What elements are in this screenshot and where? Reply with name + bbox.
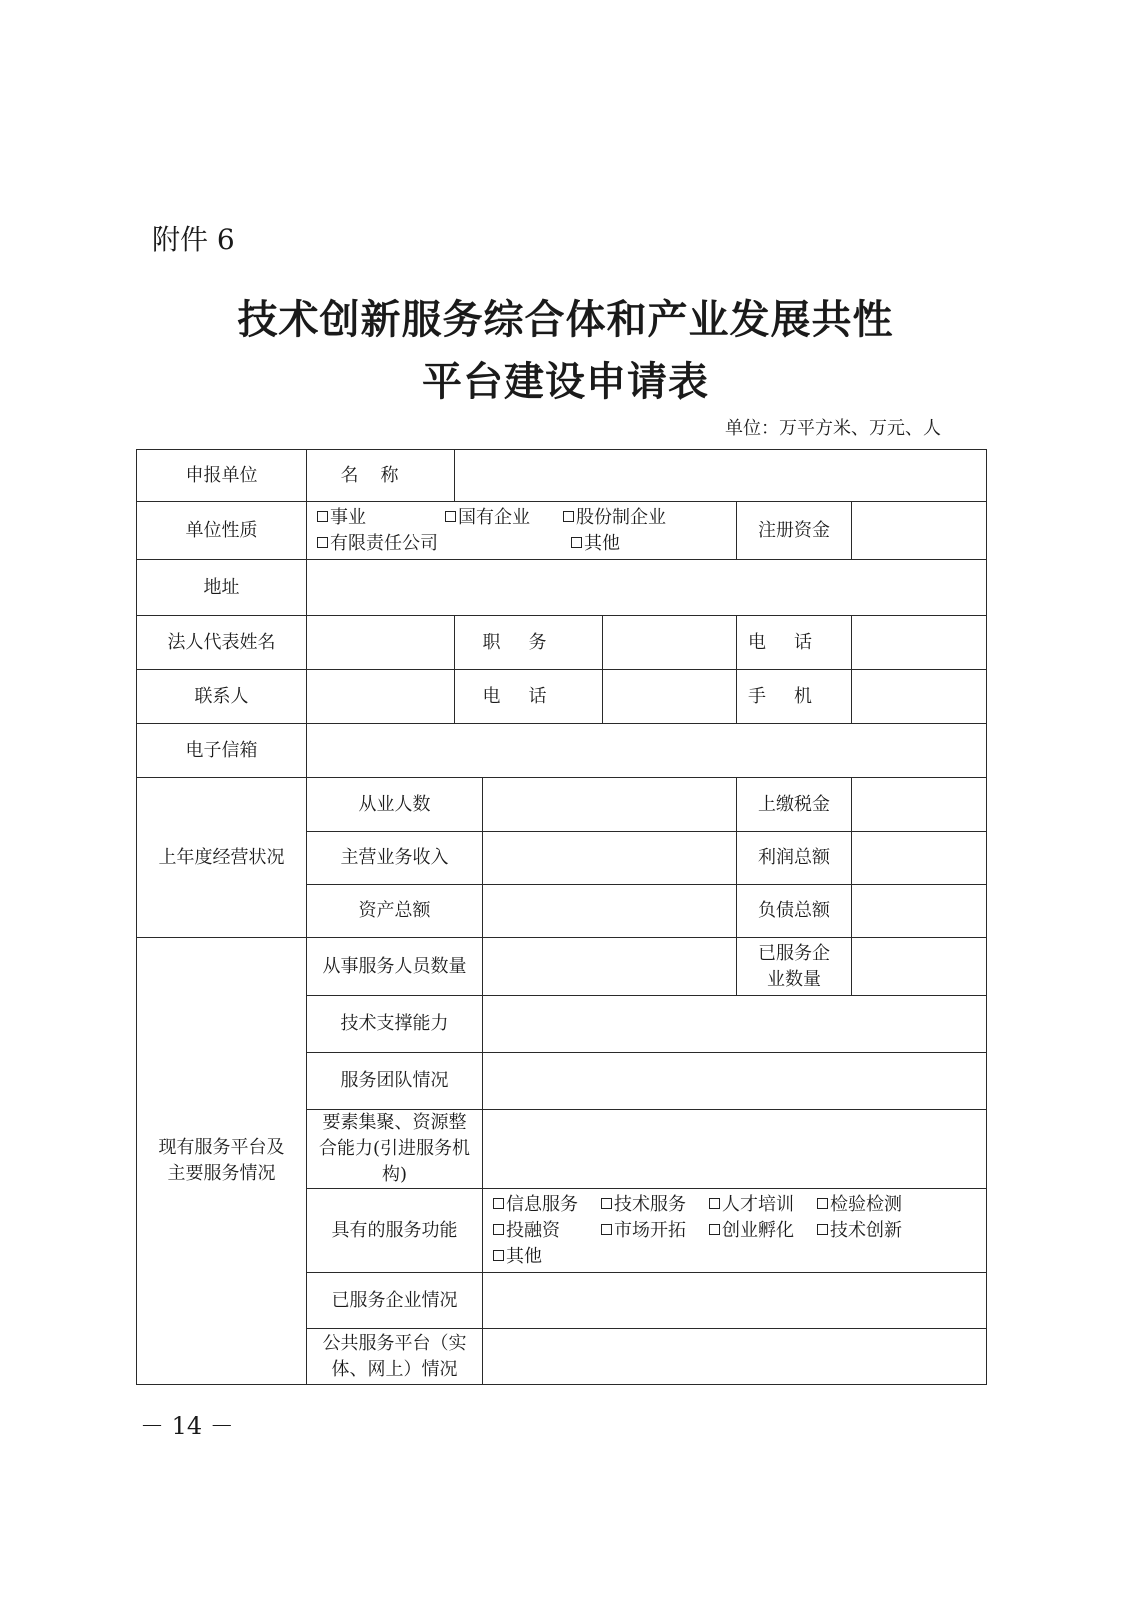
registered-capital-label: 注册资金 <box>737 502 852 560</box>
nature-option[interactable]: 其他 <box>571 531 620 557</box>
unit-note: 单位：万平方米、万元、人 <box>725 418 941 439</box>
checkbox-icon <box>317 511 328 522</box>
table-row <box>137 616 987 670</box>
table-row <box>137 502 987 560</box>
checkbox-icon <box>709 1224 720 1235</box>
resource-integration-field[interactable] <box>483 1110 987 1189</box>
served-enterprises-field[interactable] <box>483 1273 987 1329</box>
email-label: 电子信箱 <box>137 724 307 778</box>
liabilities-field[interactable] <box>852 885 987 938</box>
last-year-status-label: 上年度经营状况 <box>137 778 307 938</box>
checkbox-icon <box>601 1198 612 1209</box>
nature-option[interactable]: 有限责任公司 <box>317 531 571 557</box>
email-field[interactable] <box>307 724 987 778</box>
tax-field[interactable] <box>852 778 987 832</box>
nature-option[interactable]: 事业 <box>317 505 445 531</box>
served-count-label: 已服务企业数量 <box>737 938 852 996</box>
function-option[interactable]: 技术创新 <box>817 1218 902 1244</box>
nature-label: 单位性质 <box>137 502 307 560</box>
tax-label: 上缴税金 <box>737 778 852 832</box>
application-form-table <box>136 449 987 1385</box>
table-row <box>137 670 987 724</box>
checkbox-icon <box>571 537 582 548</box>
contact-field[interactable] <box>307 670 455 724</box>
revenue-label: 主营业务收入 <box>307 832 483 885</box>
checkbox-icon <box>493 1198 504 1209</box>
attachment-label: 附件 6 <box>152 223 235 256</box>
checkbox-icon <box>563 511 574 522</box>
employees-field[interactable] <box>483 778 737 832</box>
service-functions-label: 具有的服务功能 <box>307 1189 483 1273</box>
nature-options <box>307 502 737 560</box>
table-row <box>137 450 987 502</box>
table-row <box>137 724 987 778</box>
assets-field[interactable] <box>483 885 737 938</box>
checkbox-icon <box>817 1198 828 1209</box>
function-option[interactable]: 人才培训 <box>709 1192 817 1218</box>
resource-integration-label: 要素集聚、资源整合能力(引进服务机构) <box>307 1110 483 1189</box>
address-label: 地址 <box>137 560 307 616</box>
platform-section-label: 现有服务平台及主要服务情况 <box>137 938 307 1385</box>
service-staff-label: 从事服务人员数量 <box>307 938 483 996</box>
public-platform-field[interactable] <box>483 1329 987 1385</box>
table-row <box>137 560 987 616</box>
function-option[interactable]: 创业孵化 <box>709 1218 817 1244</box>
page-number: － 14 － <box>140 1412 234 1440</box>
tech-support-label: 技术支撑能力 <box>307 996 483 1053</box>
checkbox-icon <box>817 1224 828 1235</box>
form-title-line2: 平台建设申请表 <box>422 359 709 405</box>
name-field[interactable] <box>455 450 987 502</box>
mobile-label: 手机 <box>737 670 852 724</box>
function-option[interactable]: 市场开拓 <box>601 1218 709 1244</box>
checkbox-icon <box>445 511 456 522</box>
nature-option[interactable]: 国有企业 <box>445 505 563 531</box>
checkbox-icon <box>493 1224 504 1235</box>
served-count-field[interactable] <box>852 938 987 996</box>
assets-label: 资产总额 <box>307 885 483 938</box>
checkbox-icon <box>601 1224 612 1235</box>
name-label: 名称 <box>307 450 455 502</box>
checkbox-icon <box>493 1250 504 1261</box>
applicant-label: 申报单位 <box>137 450 307 502</box>
contact-phone-field[interactable] <box>603 670 737 724</box>
revenue-field[interactable] <box>483 832 737 885</box>
address-field[interactable] <box>307 560 987 616</box>
service-team-field[interactable] <box>483 1053 987 1110</box>
function-option[interactable]: 检验检测 <box>817 1192 902 1218</box>
contact-phone-label: 电话 <box>455 670 603 724</box>
public-platform-label: 公共服务平台（实体、网上）情况 <box>307 1329 483 1385</box>
checkbox-icon <box>709 1198 720 1209</box>
checkbox-icon <box>317 537 328 548</box>
nature-option[interactable]: 股份制企业 <box>563 505 666 531</box>
employees-label: 从业人数 <box>307 778 483 832</box>
legal-rep-label: 法人代表姓名 <box>137 616 307 670</box>
tech-support-field[interactable] <box>483 996 987 1053</box>
function-option[interactable]: 技术服务 <box>601 1192 709 1218</box>
liabilities-label: 负债总额 <box>737 885 852 938</box>
form-title: 技术创新服务综合体和产业发展共性 <box>237 297 894 343</box>
registered-capital-field[interactable] <box>852 502 987 560</box>
phone-label: 电话 <box>737 616 852 670</box>
position-field[interactable] <box>603 616 737 670</box>
contact-label: 联系人 <box>137 670 307 724</box>
phone-field[interactable] <box>852 616 987 670</box>
profit-field[interactable] <box>852 832 987 885</box>
served-enterprises-label: 已服务企业情况 <box>307 1273 483 1329</box>
service-team-label: 服务团队情况 <box>307 1053 483 1110</box>
legal-rep-field[interactable] <box>307 616 455 670</box>
position-label: 职务 <box>455 616 603 670</box>
table-row <box>137 778 987 832</box>
service-staff-field[interactable] <box>483 938 737 996</box>
mobile-field[interactable] <box>852 670 987 724</box>
function-option[interactable]: 信息服务 <box>493 1192 601 1218</box>
profit-label: 利润总额 <box>737 832 852 885</box>
function-option[interactable]: 其他 <box>493 1244 542 1270</box>
service-function-options <box>483 1189 987 1273</box>
function-option[interactable]: 投融资 <box>493 1218 601 1244</box>
table-row <box>137 938 987 996</box>
